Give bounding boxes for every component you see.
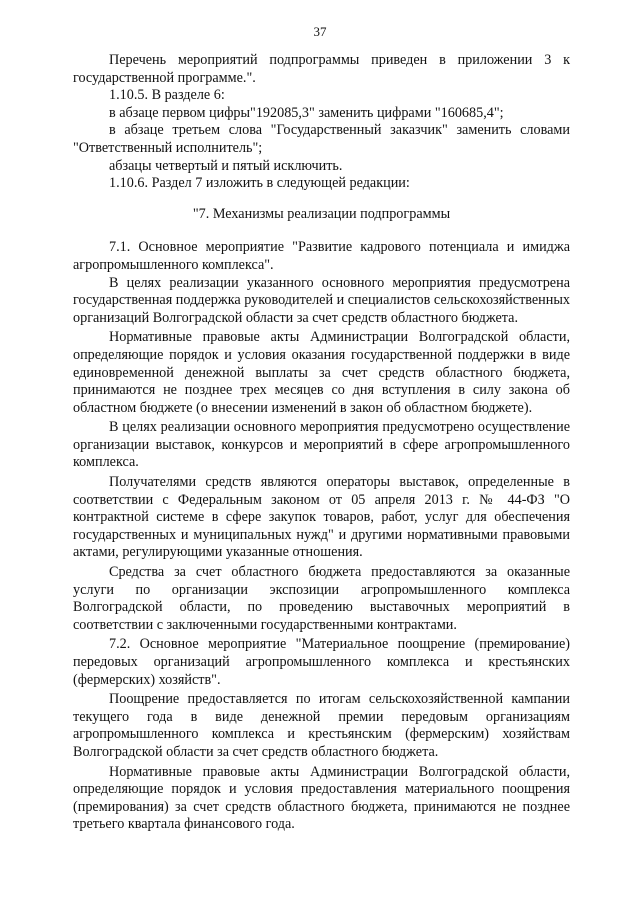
paragraph: 7.2. Основное мероприятие "Материальное поощрение (премирование) передовых организаций агропромышленного комплекса и крестьянских (фермерских) хозяйств". [73,636,570,688]
paragraph: Перечень мероприятий подпрограммы приведен в приложении 3 к государственной программе.". [73,52,570,86]
paragraph: 1.10.6. Раздел 7 изложить в следующей редакции: [109,175,410,192]
paragraph: В целях реализации указанного основного мероприятия предусмотрена государственная поддержка руководителей и специалистов сельскохозяйственных организаций Волгоградской области за счет средств областного бюджета. [73,274,570,326]
paragraph: Получателями средств являются операторы выставок, определенные в соответствии с Федеральным законом от 05 апреля 2013 г. № 44-ФЗ "О контрактной системе в сфере закупок товаров, работ, услуг для обеспечения государственных и муниципальных нужд" и другими нормативными правовыми актами, регулирующими указанные отношения. [73,474,570,561]
paragraph: 7.1. Основное мероприятие "Развитие кадрового потенциала и имиджа агропромышленного комплекса". [73,239,570,273]
paragraph: в абзаце третьем слова "Государственный заказчик" заменить словами "Ответственный исполнитель"; [73,122,570,156]
paragraph: Поощрение предоставляется по итогам сельскохозяйственной кампании текущего года в виде денежной премии передовым организациям агропромышленного комплекса и крестьянским (фермерским) хозяйствам Волгоградской области за счет средств областного бюджета. [73,691,570,760]
paragraph: Средства за счет областного бюджета предоставляются за оказанные услуги по организации экспозиции агропромышленного комплекса Волгоградской области, по проведению выставочных мероприятий в соответствии с заключенными государственными контрактами. [73,564,570,633]
paragraph: в абзаце первом цифры"192085,3" заменить цифрами "160685,4"; [109,104,504,121]
paragraph: Нормативные правовые акты Администрации Волгоградской области, определяющие порядок и условия оказания государственной поддержки в виде единовременной денежной выплаты за счет средств областного бюджета, принимаются не позднее трех месяцев со дня вступления в силу закона об областном бюджете (о внесении изменений в закон об областном бюджете). [73,329,570,416]
paragraph: В целях реализации основного мероприятия предусмотрено осуществление организации выставок, конкурсов и мероприятий в сфере агропромышленного комплекса. [73,419,570,471]
paragraph: Нормативные правовые акты Администрации Волгоградской области, определяющие порядок и условия предоставления материального поощрения (премирования) за счет средств областного бюджета, принимаются не позднее третьего квартала финансового года. [73,763,570,833]
paragraph: 1.10.5. В разделе 6: [109,87,225,104]
paragraph: абзацы четвертый и пятый исключить. [109,157,343,174]
page-number: 37 [313,24,327,39]
section-title: "7. Механизмы реализации подпрограммы [192,205,451,222]
document-body [73,52,570,834]
